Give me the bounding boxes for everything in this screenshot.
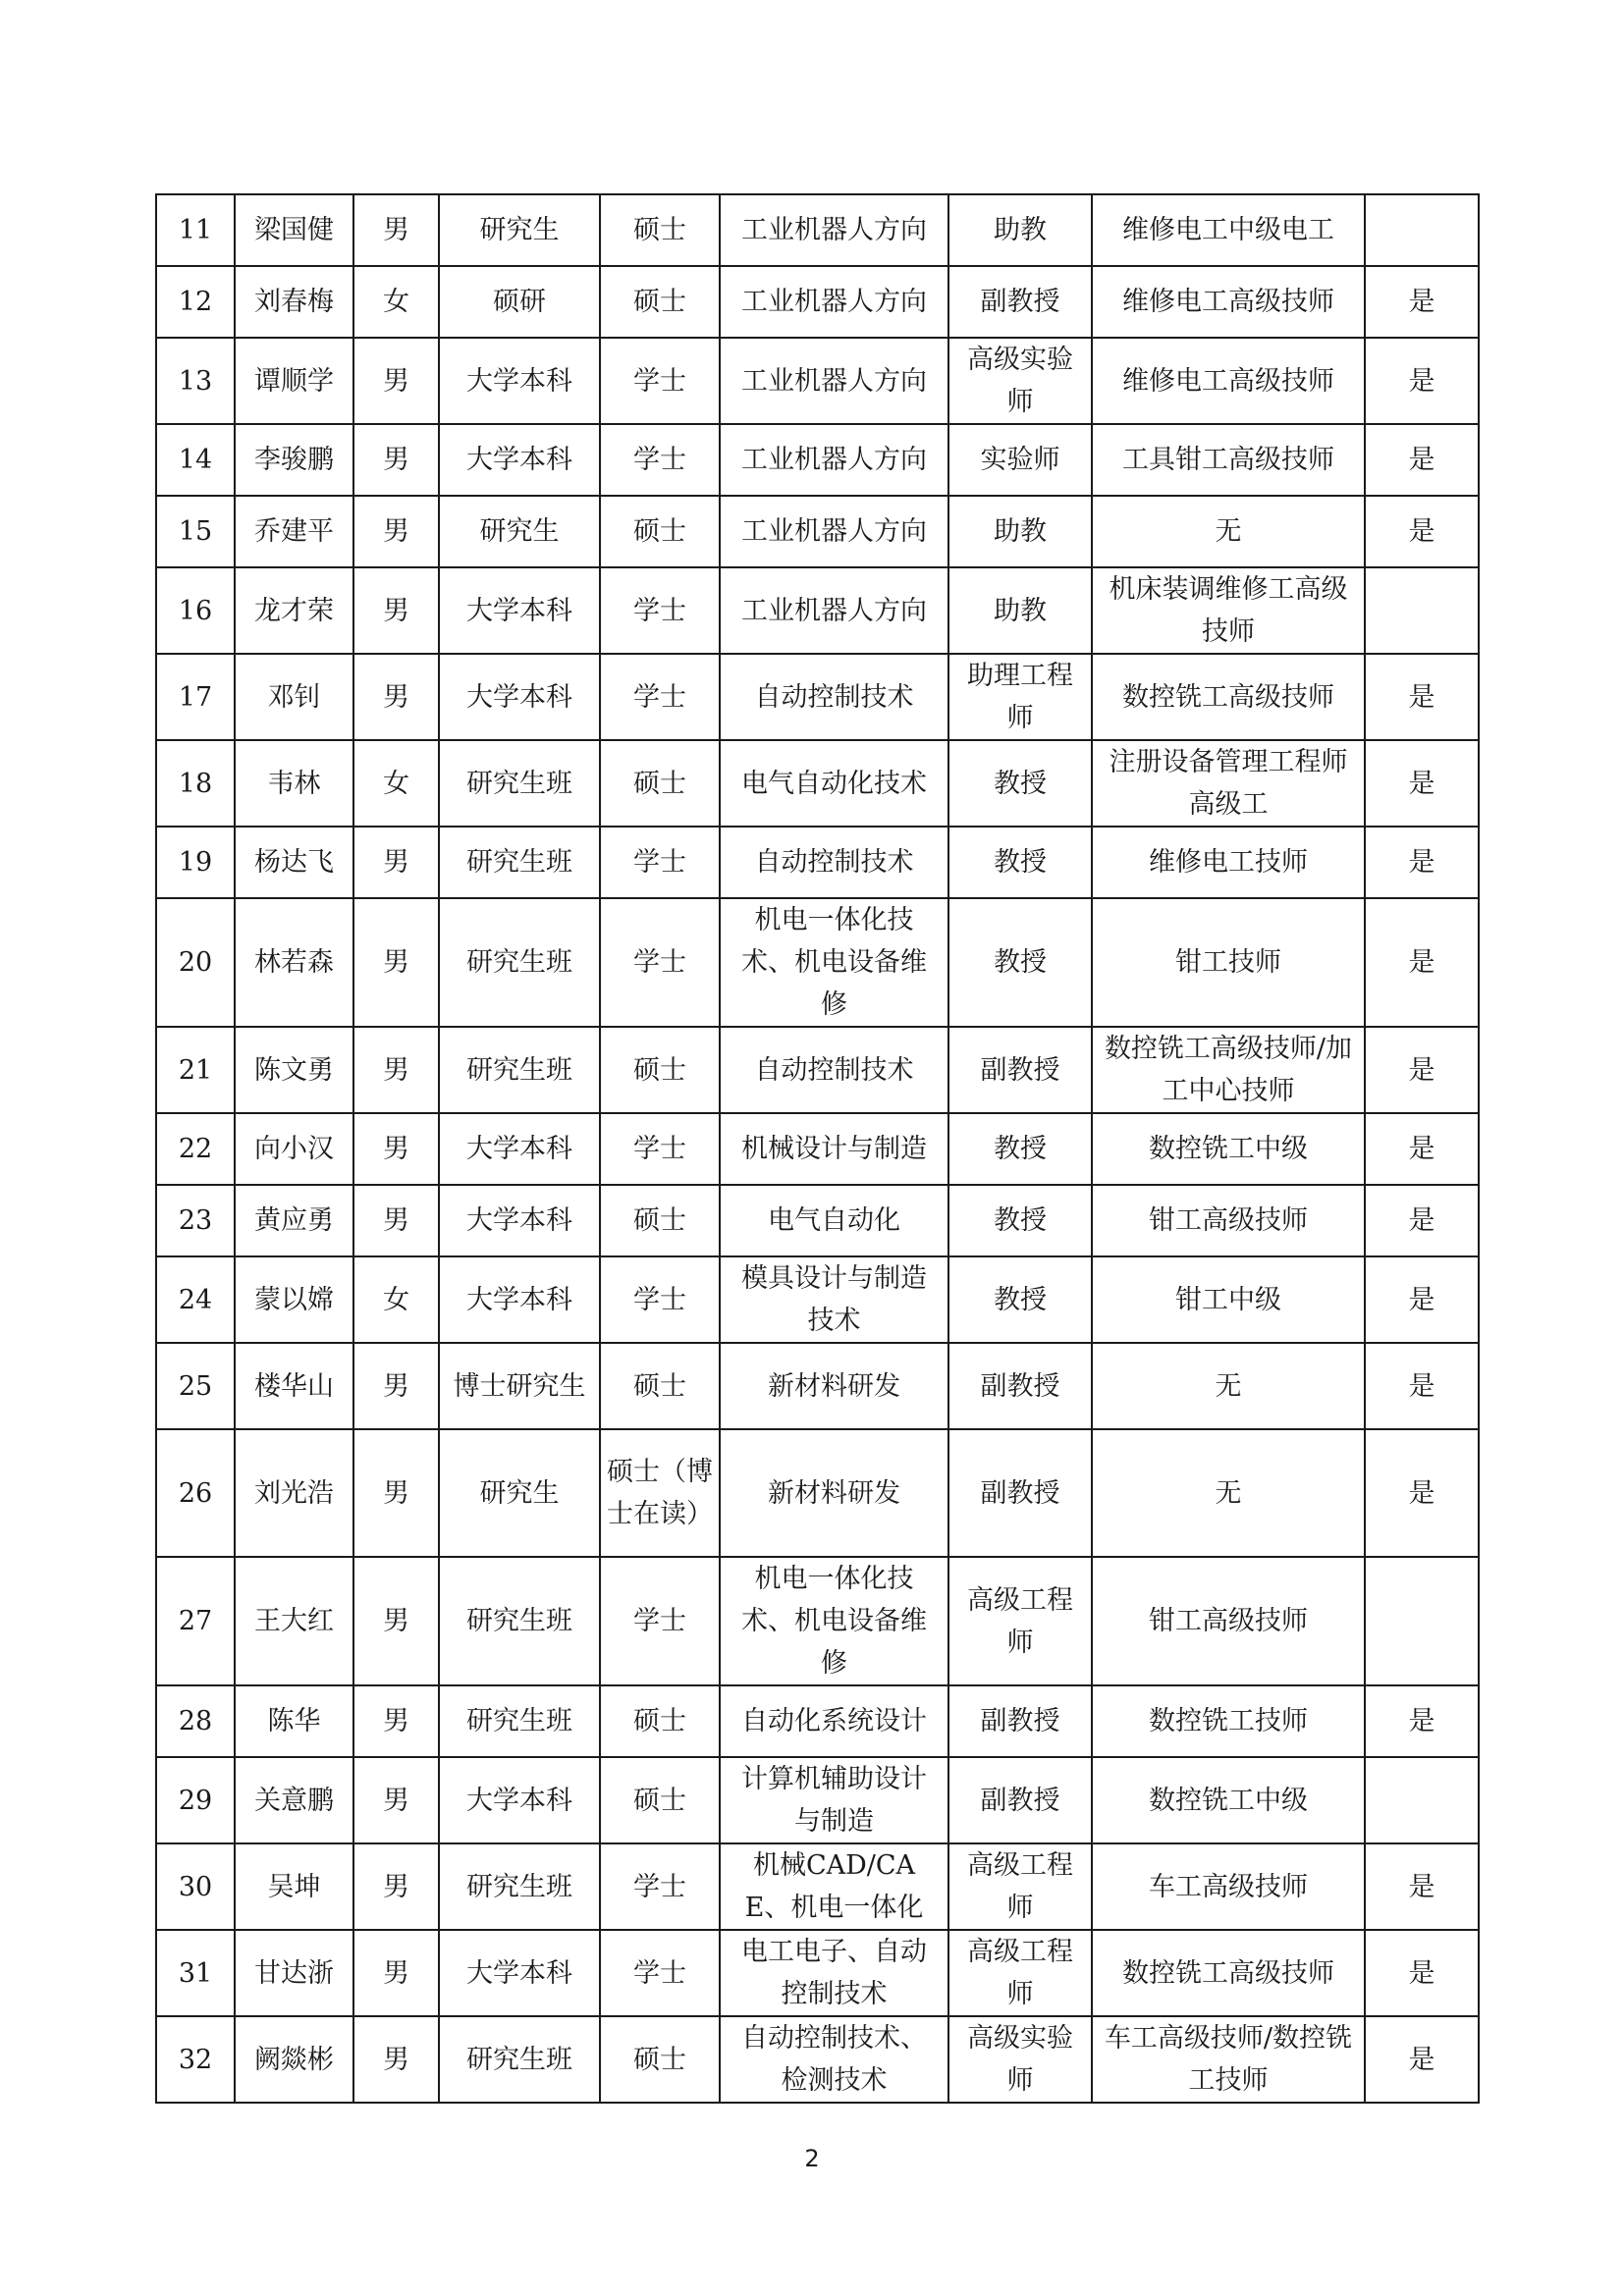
certificate-cell: 车工高级技师/数控铣工技师 (1092, 2016, 1365, 2103)
table-row (156, 1343, 1479, 1429)
row-number: 15 (156, 496, 235, 567)
name-cell: 龙才荣 (235, 567, 353, 654)
title-cell: 助理工程师 (948, 654, 1092, 740)
title-cell: 高级工程师 (948, 1843, 1092, 1930)
table-row (156, 1843, 1479, 1930)
degree-cell: 硕士 (600, 266, 720, 338)
gender-cell: 男 (353, 1027, 439, 1113)
degree-cell: 学士 (600, 1557, 720, 1685)
table-row (156, 1027, 1479, 1113)
degree-cell: 学士 (600, 1843, 720, 1930)
row-number: 14 (156, 424, 235, 496)
certificate-cell: 机床装调维修工高级技师 (1092, 567, 1365, 654)
table-row (156, 424, 1479, 496)
name-cell: 向小汉 (235, 1113, 353, 1185)
row-number: 16 (156, 567, 235, 654)
field-cell: 自动控制技术 (720, 827, 948, 898)
row-number: 28 (156, 1685, 235, 1757)
title-cell: 副教授 (948, 1429, 1092, 1557)
name-cell: 黄应勇 (235, 1185, 353, 1256)
degree-cell: 学士 (600, 424, 720, 496)
dual-teacher-cell: 是 (1365, 740, 1479, 827)
title-cell: 教授 (948, 898, 1092, 1027)
row-number: 20 (156, 898, 235, 1027)
gender-cell: 女 (353, 1256, 439, 1343)
dual-teacher-cell: 是 (1365, 1685, 1479, 1757)
dual-teacher-cell: 是 (1365, 338, 1479, 424)
gender-cell: 男 (353, 1930, 439, 2016)
gender-cell: 男 (353, 1557, 439, 1685)
education-cell: 研究生 (439, 194, 600, 266)
title-cell: 教授 (948, 1113, 1092, 1185)
education-cell: 大学本科 (439, 1930, 600, 2016)
degree-cell: 硕士 (600, 2016, 720, 2103)
field-cell: 计算机辅助设计与制造 (720, 1757, 948, 1843)
title-cell: 高级实验师 (948, 2016, 1092, 2103)
dual-teacher-cell: 是 (1365, 1843, 1479, 1930)
degree-cell: 硕士 (600, 1185, 720, 1256)
education-cell: 大学本科 (439, 1757, 600, 1843)
dual-teacher-cell: 是 (1365, 827, 1479, 898)
page-number: 2 (804, 2145, 820, 2172)
degree-cell: 硕士 (600, 194, 720, 266)
name-cell: 梁国健 (235, 194, 353, 266)
degree-cell: 学士 (600, 898, 720, 1027)
certificate-cell: 维修电工中级电工 (1092, 194, 1365, 266)
dual-teacher-cell: 是 (1365, 654, 1479, 740)
title-cell: 助教 (948, 496, 1092, 567)
field-cell: 工业机器人方向 (720, 496, 948, 567)
gender-cell: 男 (353, 567, 439, 654)
education-cell: 研究生班 (439, 827, 600, 898)
certificate-cell: 无 (1092, 1429, 1365, 1557)
field-cell: 机电一体化技术、机电设备维修 (720, 1557, 948, 1685)
name-cell: 刘春梅 (235, 266, 353, 338)
certificate-cell: 工具钳工高级技师 (1092, 424, 1365, 496)
field-cell: 工业机器人方向 (720, 567, 948, 654)
name-cell: 关意鹏 (235, 1757, 353, 1843)
dual-teacher-cell (1365, 194, 1479, 266)
gender-cell: 男 (353, 898, 439, 1027)
table-row (156, 1757, 1479, 1843)
table-row (156, 1185, 1479, 1256)
education-cell: 研究生班 (439, 1027, 600, 1113)
table-row (156, 496, 1479, 567)
certificate-cell: 数控铣工技师 (1092, 1685, 1365, 1757)
degree-cell: 硕士 (600, 1757, 720, 1843)
field-cell: 新材料研发 (720, 1429, 948, 1557)
table-row (156, 1557, 1479, 1685)
table-row (156, 1429, 1479, 1557)
field-cell: 自动控制技术 (720, 654, 948, 740)
education-cell: 大学本科 (439, 338, 600, 424)
name-cell: 蒙以嫦 (235, 1256, 353, 1343)
field-cell: 工业机器人方向 (720, 194, 948, 266)
certificate-cell: 钳工高级技师 (1092, 1557, 1365, 1685)
title-cell: 副教授 (948, 1685, 1092, 1757)
field-cell: 电气自动化 (720, 1185, 948, 1256)
title-cell: 副教授 (948, 1343, 1092, 1429)
education-cell: 大学本科 (439, 654, 600, 740)
gender-cell: 男 (353, 424, 439, 496)
name-cell: 阙燚彬 (235, 2016, 353, 2103)
degree-cell: 硕士 (600, 1027, 720, 1113)
gender-cell: 男 (353, 1185, 439, 1256)
education-cell: 研究生 (439, 1429, 600, 1557)
gender-cell: 男 (353, 1757, 439, 1843)
dual-teacher-cell: 是 (1365, 1256, 1479, 1343)
education-cell: 大学本科 (439, 1185, 600, 1256)
gender-cell: 女 (353, 740, 439, 827)
gender-cell: 男 (353, 1843, 439, 1930)
degree-cell: 硕士（博士在读） (600, 1429, 720, 1557)
gender-cell: 女 (353, 266, 439, 338)
row-number: 19 (156, 827, 235, 898)
field-cell: 机械设计与制造 (720, 1113, 948, 1185)
row-number: 27 (156, 1557, 235, 1685)
degree-cell: 学士 (600, 1930, 720, 2016)
table-row (156, 1113, 1479, 1185)
certificate-cell: 无 (1092, 1343, 1365, 1429)
row-number: 11 (156, 194, 235, 266)
gender-cell: 男 (353, 654, 439, 740)
table-row (156, 567, 1479, 654)
name-cell: 乔建平 (235, 496, 353, 567)
gender-cell: 男 (353, 2016, 439, 2103)
degree-cell: 学士 (600, 654, 720, 740)
certificate-cell: 无 (1092, 496, 1365, 567)
education-cell: 研究生班 (439, 740, 600, 827)
row-number: 29 (156, 1757, 235, 1843)
field-cell: 机电一体化技术、机电设备维修 (720, 898, 948, 1027)
title-cell: 高级工程师 (948, 1557, 1092, 1685)
degree-cell: 硕士 (600, 496, 720, 567)
table-row (156, 1930, 1479, 2016)
degree-cell: 学士 (600, 1113, 720, 1185)
table-row (156, 338, 1479, 424)
certificate-cell: 数控铣工高级技师/加工中心技师 (1092, 1027, 1365, 1113)
title-cell: 副教授 (948, 1027, 1092, 1113)
dual-teacher-cell: 是 (1365, 2016, 1479, 2103)
gender-cell: 男 (353, 1113, 439, 1185)
table-row (156, 1256, 1479, 1343)
gender-cell: 男 (353, 1343, 439, 1429)
table-row (156, 2016, 1479, 2103)
title-cell: 副教授 (948, 266, 1092, 338)
education-cell: 大学本科 (439, 1113, 600, 1185)
name-cell: 陈文勇 (235, 1027, 353, 1113)
row-number: 21 (156, 1027, 235, 1113)
certificate-cell: 数控铣工中级 (1092, 1113, 1365, 1185)
name-cell: 王大红 (235, 1557, 353, 1685)
row-number: 24 (156, 1256, 235, 1343)
row-number: 30 (156, 1843, 235, 1930)
table-row (156, 266, 1479, 338)
name-cell: 杨达飞 (235, 827, 353, 898)
certificate-cell: 维修电工高级技师 (1092, 338, 1365, 424)
title-cell: 教授 (948, 740, 1092, 827)
name-cell: 刘光浩 (235, 1429, 353, 1557)
education-cell: 大学本科 (439, 424, 600, 496)
dual-teacher-cell: 是 (1365, 1429, 1479, 1557)
row-number: 22 (156, 1113, 235, 1185)
dual-teacher-cell (1365, 567, 1479, 654)
staff-table (155, 193, 1480, 2104)
field-cell: 新材料研发 (720, 1343, 948, 1429)
name-cell: 吴坤 (235, 1843, 353, 1930)
name-cell: 林若森 (235, 898, 353, 1027)
field-cell: 工业机器人方向 (720, 266, 948, 338)
certificate-cell: 维修电工技师 (1092, 827, 1365, 898)
degree-cell: 硕士 (600, 1685, 720, 1757)
table-row (156, 827, 1479, 898)
title-cell: 教授 (948, 1256, 1092, 1343)
field-cell: 工业机器人方向 (720, 338, 948, 424)
row-number: 23 (156, 1185, 235, 1256)
name-cell: 李骏鹏 (235, 424, 353, 496)
dual-teacher-cell (1365, 1757, 1479, 1843)
gender-cell: 男 (353, 194, 439, 266)
dual-teacher-cell: 是 (1365, 1185, 1479, 1256)
field-cell: 模具设计与制造技术 (720, 1256, 948, 1343)
row-number: 12 (156, 266, 235, 338)
row-number: 32 (156, 2016, 235, 2103)
education-cell: 研究生班 (439, 2016, 600, 2103)
dual-teacher-cell: 是 (1365, 1930, 1479, 2016)
table-row (156, 740, 1479, 827)
education-cell: 研究生班 (439, 1685, 600, 1757)
row-number: 18 (156, 740, 235, 827)
title-cell: 高级实验师 (948, 338, 1092, 424)
row-number: 26 (156, 1429, 235, 1557)
education-cell: 博士研究生 (439, 1343, 600, 1429)
certificate-cell: 钳工技师 (1092, 898, 1365, 1027)
certificate-cell: 数控铣工高级技师 (1092, 1930, 1365, 2016)
certificate-cell: 维修电工高级技师 (1092, 266, 1365, 338)
degree-cell: 学士 (600, 1256, 720, 1343)
title-cell: 助教 (948, 567, 1092, 654)
title-cell: 实验师 (948, 424, 1092, 496)
row-number: 13 (156, 338, 235, 424)
name-cell: 韦林 (235, 740, 353, 827)
degree-cell: 硕士 (600, 1343, 720, 1429)
name-cell: 谭顺学 (235, 338, 353, 424)
field-cell: 电气自动化技术 (720, 740, 948, 827)
gender-cell: 男 (353, 1429, 439, 1557)
dual-teacher-cell: 是 (1365, 1027, 1479, 1113)
row-number: 17 (156, 654, 235, 740)
dual-teacher-cell: 是 (1365, 1113, 1479, 1185)
dual-teacher-cell: 是 (1365, 1343, 1479, 1429)
field-cell: 自动控制技术 (720, 1027, 948, 1113)
dual-teacher-cell: 是 (1365, 898, 1479, 1027)
table-row (156, 898, 1479, 1027)
education-cell: 研究生班 (439, 1557, 600, 1685)
degree-cell: 硕士 (600, 740, 720, 827)
dual-teacher-cell: 是 (1365, 496, 1479, 567)
staff-table-body (156, 194, 1479, 2103)
name-cell: 邓钊 (235, 654, 353, 740)
name-cell: 陈华 (235, 1685, 353, 1757)
education-cell: 大学本科 (439, 567, 600, 654)
field-cell: 工业机器人方向 (720, 424, 948, 496)
certificate-cell: 钳工中级 (1092, 1256, 1365, 1343)
title-cell: 教授 (948, 827, 1092, 898)
education-cell: 大学本科 (439, 1256, 600, 1343)
name-cell: 甘达浙 (235, 1930, 353, 2016)
gender-cell: 男 (353, 338, 439, 424)
row-number: 25 (156, 1343, 235, 1429)
title-cell: 高级工程师 (948, 1930, 1092, 2016)
field-cell: 机械CAD/CAE、机电一体化 (720, 1843, 948, 1930)
table-row (156, 1685, 1479, 1757)
row-number: 31 (156, 1930, 235, 2016)
title-cell: 教授 (948, 1185, 1092, 1256)
certificate-cell: 钳工高级技师 (1092, 1185, 1365, 1256)
title-cell: 助教 (948, 194, 1092, 266)
degree-cell: 学士 (600, 338, 720, 424)
field-cell: 自动控制技术、检测技术 (720, 2016, 948, 2103)
gender-cell: 男 (353, 827, 439, 898)
degree-cell: 学士 (600, 827, 720, 898)
field-cell: 自动化系统设计 (720, 1685, 948, 1757)
certificate-cell: 车工高级技师 (1092, 1843, 1365, 1930)
name-cell: 楼华山 (235, 1343, 353, 1429)
education-cell: 研究生班 (439, 898, 600, 1027)
dual-teacher-cell: 是 (1365, 424, 1479, 496)
education-cell: 研究生班 (439, 1843, 600, 1930)
degree-cell: 学士 (600, 567, 720, 654)
education-cell: 硕研 (439, 266, 600, 338)
certificate-cell: 数控铣工高级技师 (1092, 654, 1365, 740)
title-cell: 副教授 (948, 1757, 1092, 1843)
dual-teacher-cell: 是 (1365, 266, 1479, 338)
dual-teacher-cell (1365, 1557, 1479, 1685)
certificate-cell: 数控铣工中级 (1092, 1757, 1365, 1843)
table-row (156, 654, 1479, 740)
education-cell: 研究生 (439, 496, 600, 567)
certificate-cell: 注册设备管理工程师高级工 (1092, 740, 1365, 827)
table-row (156, 194, 1479, 266)
field-cell: 电工电子、自动控制技术 (720, 1930, 948, 2016)
gender-cell: 男 (353, 1685, 439, 1757)
gender-cell: 男 (353, 496, 439, 567)
